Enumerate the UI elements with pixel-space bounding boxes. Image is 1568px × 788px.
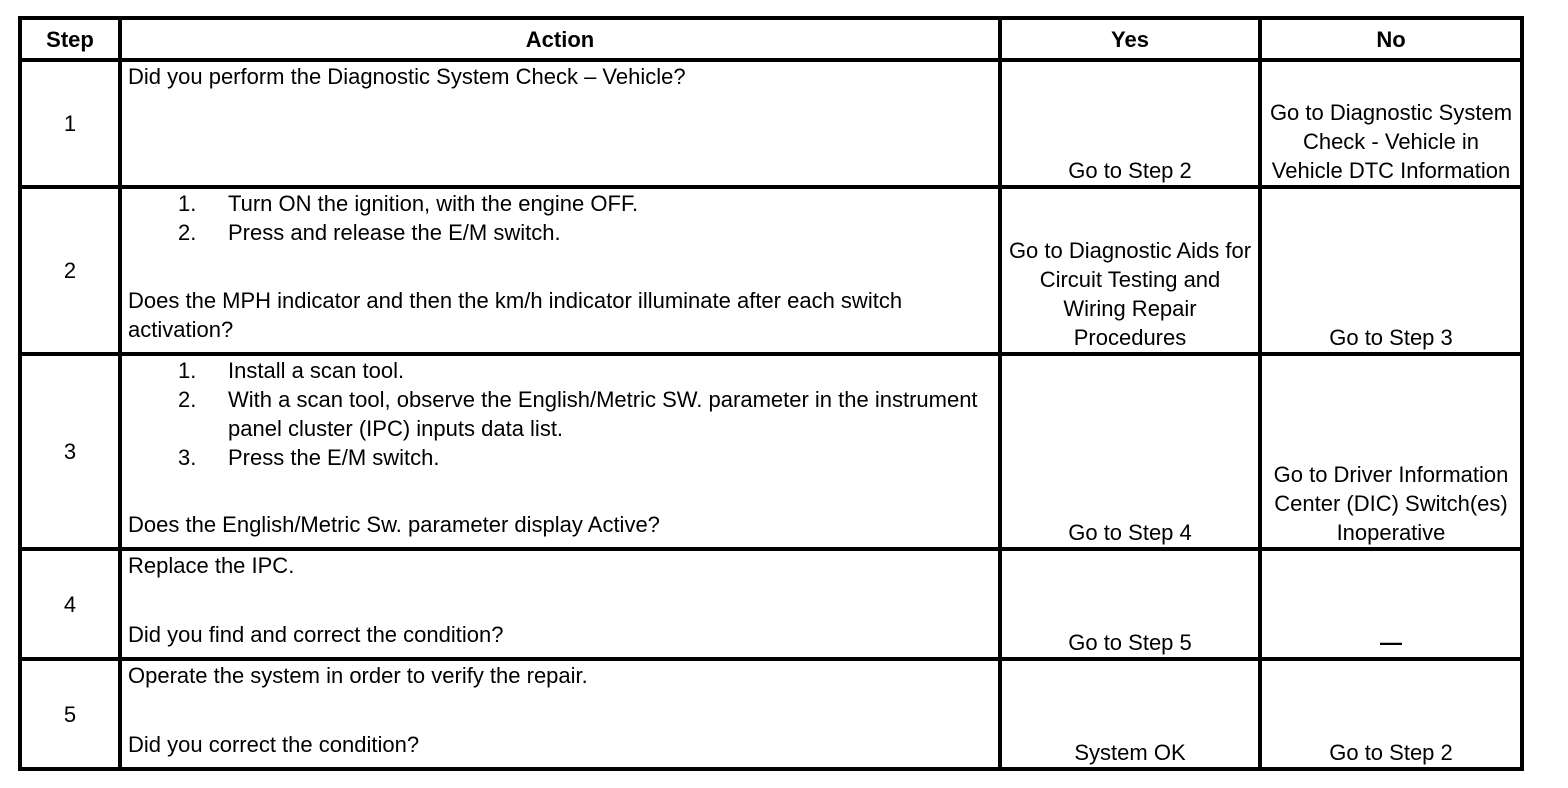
substep-text: Press the E/M switch. [228,445,440,470]
header-row [20,18,1522,60]
step-number: 2 [20,187,120,354]
substep-number: 1. [178,191,197,216]
yes-cell: Go to Diagnostic Aids for Circuit Testing and Wiring Repair Procedures [1000,187,1260,354]
substep-text: Install a scan tool. [228,358,405,383]
header-yes: Yes [1000,18,1260,60]
no-cell: Go to Diagnostic System Check - Vehicle in Vehicle DTC Information [1260,60,1522,187]
action-question: Did you correct the condition? [128,732,420,757]
substep-number: 2. [178,387,197,412]
diagnostic-table [18,16,1524,771]
action-question: Does the English/Metric Sw. parameter display Active? [128,512,660,537]
list-item [178,443,992,472]
table-row [20,354,1522,549]
action-question: Does the MPH indicator and then the km/h indicator illuminate after each switch activation? [128,288,903,342]
step-number: 5 [20,659,120,769]
step-number: 4 [20,549,120,659]
action-cell [120,60,1000,187]
action-cell [120,354,1000,549]
substep-list [128,189,992,247]
table-row [20,187,1522,354]
step-number: 3 [20,354,120,549]
action-instruction: Replace the IPC. [128,553,295,578]
table-row [20,60,1522,187]
substep-text: With a scan tool, observe the English/Metric SW. parameter in the instrument panel cluster (IPC) inputs data list. [228,387,978,441]
action-cell [120,549,1000,659]
action-question: Did you find and correct the condition? [128,622,504,647]
substep-number: 3. [178,445,197,470]
yes-cell: System OK [1000,659,1260,769]
action-instruction: Operate the system in order to verify the repair. [128,663,588,688]
action-cell [120,187,1000,354]
action-question: Did you perform the Diagnostic System Check – Vehicle? [128,64,686,89]
substep-list [128,356,992,472]
list-item [178,385,992,443]
substep-text: Press and release the E/M switch. [228,220,561,245]
yes-cell: Go to Step 2 [1000,60,1260,187]
table-row [20,549,1522,659]
no-cell: Go to Step 3 [1260,187,1522,354]
header-action: Action [120,18,1000,60]
list-item [178,218,992,247]
header-step: Step [20,18,120,60]
table-row [20,659,1522,769]
yes-cell: Go to Step 4 [1000,354,1260,549]
header-no: No [1260,18,1522,60]
step-number: 1 [20,60,120,187]
substep-number: 2. [178,220,197,245]
action-cell [120,659,1000,769]
substep-text: Turn ON the ignition, with the engine OFF. [228,191,639,216]
substep-number: 1. [178,358,197,383]
no-cell: — [1260,549,1522,659]
list-item [178,189,992,218]
yes-cell: Go to Step 5 [1000,549,1260,659]
no-cell: Go to Step 2 [1260,659,1522,769]
no-cell: Go to Driver Information Center (DIC) Switch(es) Inoperative [1260,354,1522,549]
list-item [178,356,992,385]
